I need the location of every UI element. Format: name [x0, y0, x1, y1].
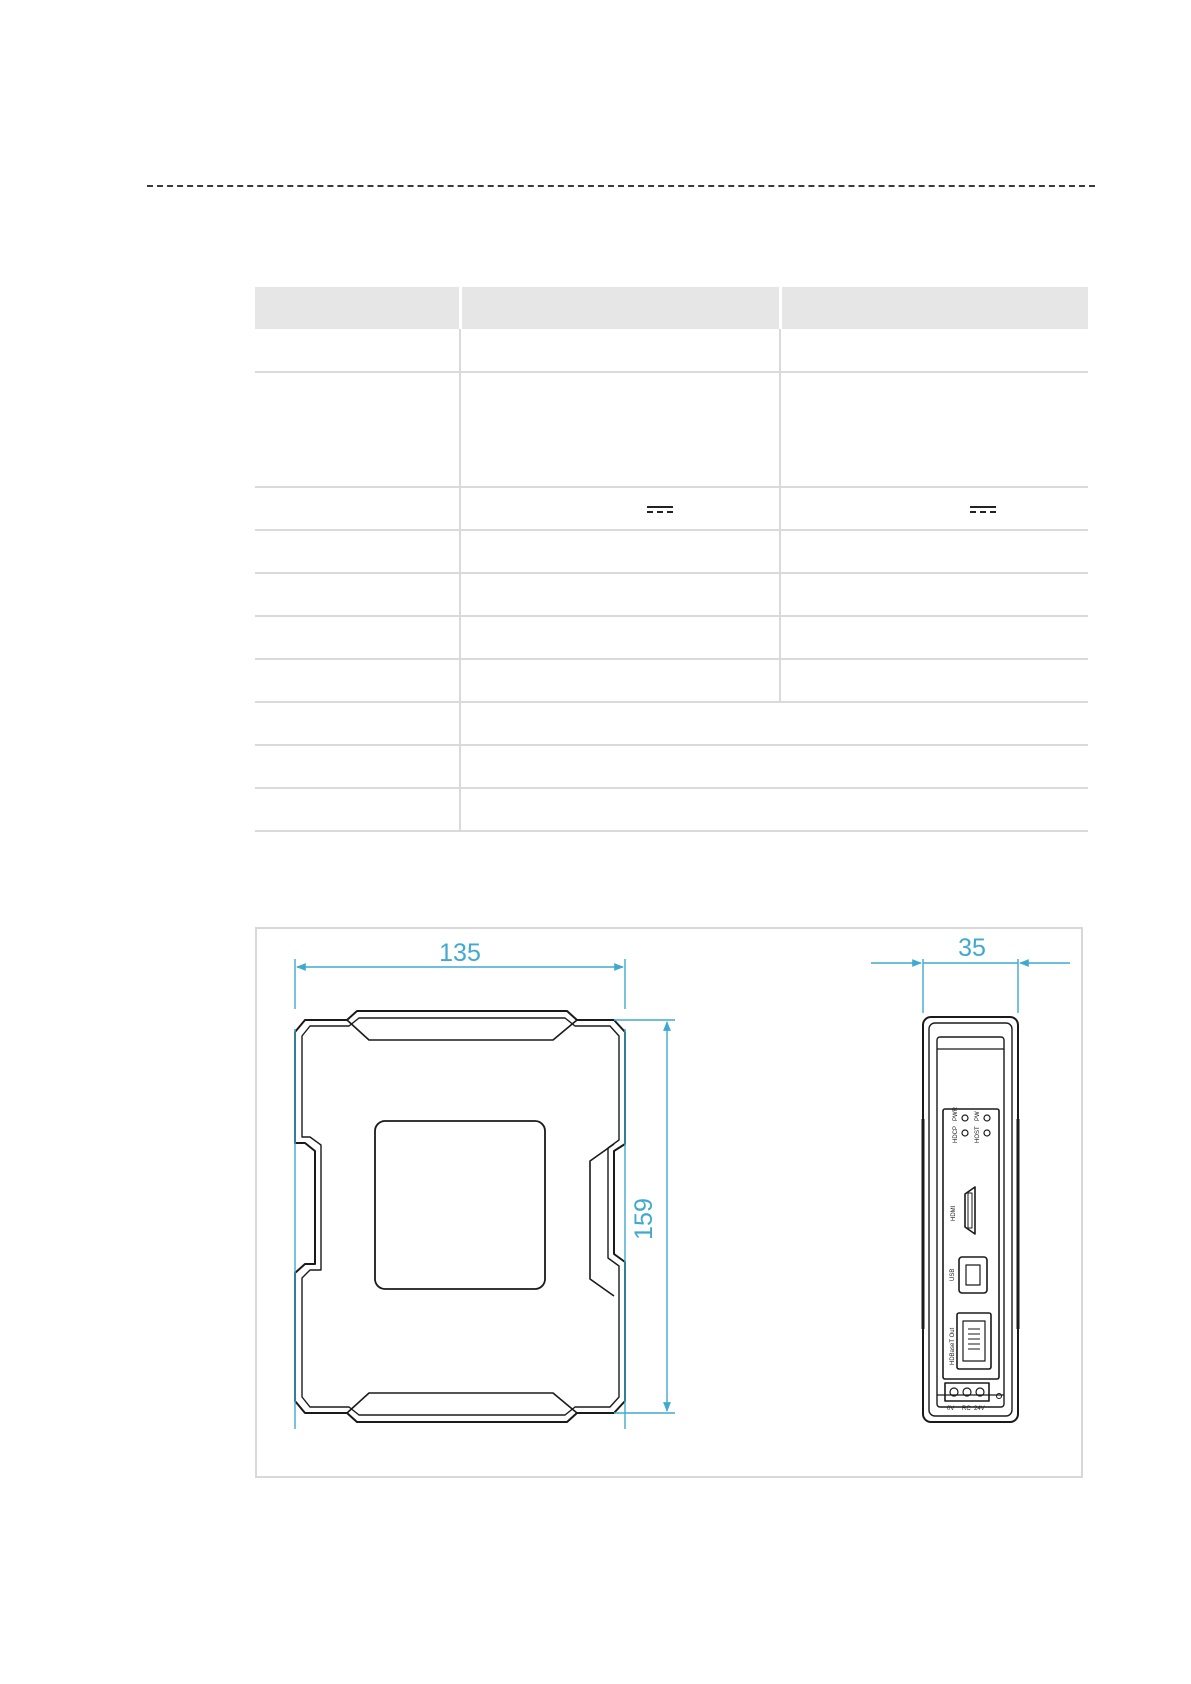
- table-cell: [780, 372, 1088, 487]
- ir-sensor-icon: [997, 1394, 1002, 1399]
- table-row: [255, 372, 1088, 487]
- side-dimensions: [871, 959, 1070, 1013]
- table-row: [255, 487, 1088, 530]
- section-divider: [147, 185, 1095, 187]
- table-cell: [255, 659, 460, 702]
- table-header-row: [255, 287, 1088, 329]
- side-view: [923, 1017, 1018, 1422]
- led-icon: [962, 1130, 968, 1136]
- spec-table: [255, 287, 1088, 832]
- dimension-drawing-frame: [255, 927, 1083, 1478]
- right-bevel: [590, 1144, 614, 1296]
- table-cell: [460, 329, 780, 372]
- front-view: [295, 1011, 625, 1422]
- table-cell: [460, 487, 780, 530]
- side-face: [937, 1037, 1004, 1407]
- terminal-label: 24V: [974, 1406, 985, 1412]
- led-icon: [984, 1115, 990, 1121]
- table-cell: [255, 573, 460, 616]
- table-row: [255, 659, 1088, 702]
- hdmi-port-icon: [965, 1187, 975, 1234]
- table-cell-merged: [460, 788, 1088, 831]
- device-inner-outline: [302, 1018, 619, 1415]
- table-header-cell: [780, 287, 1088, 329]
- device-outer-outline: [295, 1011, 625, 1422]
- table-row: [255, 788, 1088, 831]
- hdmi-label: HDMI: [951, 1205, 957, 1221]
- table-cell: [255, 745, 460, 788]
- center-window: [375, 1121, 545, 1289]
- table-cell: [780, 616, 1088, 659]
- table-cell: [780, 329, 1088, 372]
- table-row: [255, 616, 1088, 659]
- dc-symbol-icon: [970, 505, 996, 515]
- top-groove: [347, 1020, 577, 1040]
- table-row: [255, 530, 1088, 573]
- table-cell: [255, 530, 460, 573]
- table-cell: [460, 659, 780, 702]
- led-icon: [962, 1115, 968, 1121]
- table-cell: [255, 487, 460, 530]
- table-cell: [255, 702, 460, 745]
- table-cell-merged: [460, 702, 1088, 745]
- bottom-groove: [347, 1393, 577, 1413]
- terminal-label: RC: [962, 1406, 971, 1412]
- led-label: HDCP: [953, 1125, 959, 1143]
- table-row: [255, 702, 1088, 745]
- table-cell: [460, 530, 780, 573]
- dimension-drawing: [257, 929, 1085, 1480]
- height-label: 159: [630, 1198, 658, 1240]
- table-row: [255, 745, 1088, 788]
- table-cell: [255, 372, 460, 487]
- table-cell: [460, 573, 780, 616]
- usb-label: USB: [950, 1268, 956, 1281]
- led-icon: [984, 1130, 990, 1136]
- table-cell: [460, 616, 780, 659]
- dc-symbol-icon: [647, 505, 673, 515]
- table-cell: [780, 573, 1088, 616]
- terminal-label: 0V: [947, 1406, 955, 1412]
- table-cell: [780, 487, 1088, 530]
- table-cell: [780, 659, 1088, 702]
- table-cell: [255, 616, 460, 659]
- led-label: PWR: [953, 1107, 959, 1121]
- depth-label: 35: [958, 934, 986, 962]
- table-row: [255, 329, 1088, 372]
- terminal-block-icon: [945, 1383, 989, 1401]
- table-cell: [255, 329, 460, 372]
- table-row: [255, 573, 1088, 616]
- table-cell: [780, 530, 1088, 573]
- table-cell: [255, 788, 460, 831]
- table-cell-merged: [460, 745, 1088, 788]
- ethernet-label: HDBaseT Out: [950, 1327, 956, 1365]
- usb-port-icon: [959, 1257, 987, 1293]
- table-cell: [460, 372, 780, 487]
- front-dimensions: [295, 959, 675, 1429]
- table-header-cell: [255, 287, 460, 329]
- width-label: 135: [439, 939, 481, 967]
- led-label: HOST: [975, 1126, 981, 1143]
- table-header-cell: [460, 287, 780, 329]
- led-label: PW: [975, 1111, 981, 1121]
